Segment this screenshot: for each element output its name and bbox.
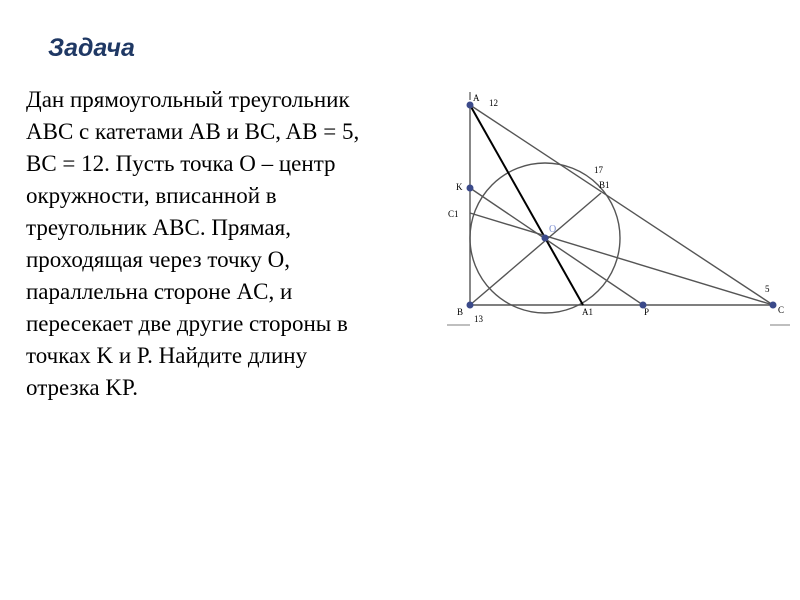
problem-line: ABC с катетами AB и BC, AB = 5, (26, 119, 360, 144)
label-a: A (473, 93, 480, 103)
line-b-b1 (470, 193, 601, 305)
point-k (467, 185, 474, 192)
bisector-a-a1 (470, 105, 583, 305)
label-b: B (457, 307, 464, 317)
label-a1: A1 (582, 307, 593, 317)
point-o (542, 235, 549, 242)
point-c (770, 302, 777, 309)
problem-line: параллельна стороне AC, и (26, 279, 293, 304)
label-k: K (456, 182, 463, 192)
problem-line: Дан прямоугольный треугольник (26, 87, 350, 112)
label-17: 17 (594, 165, 603, 175)
label-13: 13 (474, 314, 483, 324)
label-p: P (644, 307, 650, 317)
label-b1: B1 (599, 180, 610, 190)
line-kp (470, 188, 643, 305)
problem-line: проходящая через точку O, (26, 247, 291, 272)
point-b (467, 302, 474, 309)
problem-line: отрезка KP. (26, 375, 138, 400)
problem-line: точках K и P. Найдите длину (26, 343, 308, 368)
label-c1: C1 (448, 209, 459, 219)
label-12: 12 (489, 98, 498, 108)
label-5: 5 (765, 284, 770, 294)
problem-line: треугольник ABC. Прямая, (26, 215, 291, 240)
side-ac (470, 105, 773, 305)
slide-title: Задача (48, 34, 135, 62)
label-c: C (778, 305, 785, 315)
problem-line: BC = 12. Пусть точка O – центр (26, 151, 336, 176)
problem-line: пересекает две другие стороны в (26, 311, 348, 336)
label-o: O (549, 224, 557, 235)
problem-line: окружности, вписанной в (26, 183, 277, 208)
